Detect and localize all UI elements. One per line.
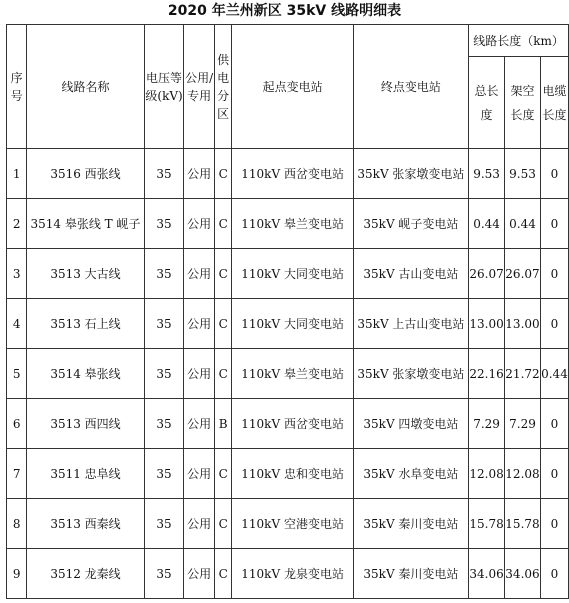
cell-end-station: 35kV 张家墩变电站: [353, 349, 468, 399]
cell-voltage: 35: [144, 249, 184, 299]
cell-voltage: 35: [144, 299, 184, 349]
cell-seq: 7: [7, 449, 27, 499]
cell-start-station: 110kV 西岔变电站: [232, 399, 353, 449]
cell-start-station: 110kV 空港变电站: [232, 499, 353, 549]
cell-overhead-length: 21.72: [505, 349, 541, 399]
cell-seq: 5: [7, 349, 27, 399]
cell-overhead-length: 0.44: [505, 199, 541, 249]
cell-end-station: 35kV 水阜变电站: [353, 449, 468, 499]
cell-voltage: 35: [144, 549, 184, 599]
cell-usage: 公用: [184, 549, 214, 599]
cell-line-name: 3514 皋张线 T 岘子: [27, 199, 144, 249]
cell-supply-zone: C: [214, 349, 232, 399]
cell-voltage: 35: [144, 499, 184, 549]
table-row: [7, 499, 569, 549]
cell-usage: 公用: [184, 349, 214, 399]
cell-total-length: 34.06: [469, 549, 505, 599]
page-title: 2020 年兰州新区 35kV 线路明细表: [167, 3, 402, 19]
cell-overhead-length: 26.07: [505, 249, 541, 299]
header-total-length: 总长度: [469, 57, 505, 149]
cell-usage: 公用: [184, 299, 214, 349]
cell-seq: 8: [7, 499, 27, 549]
cell-supply-zone: C: [214, 449, 232, 499]
cell-cable-length: 0: [540, 399, 568, 449]
cell-usage: 公用: [184, 149, 214, 199]
cell-overhead-length: 34.06: [505, 549, 541, 599]
table-row: [7, 149, 569, 199]
cell-seq: 6: [7, 399, 27, 449]
cell-seq: 2: [7, 199, 27, 249]
cell-end-station: 35kV 秦川变电站: [353, 549, 468, 599]
header-supply-zone: 供电分区: [214, 25, 232, 149]
cell-voltage: 35: [144, 399, 184, 449]
cell-cable-length: 0: [540, 199, 568, 249]
cell-end-station: 35kV 岘子变电站: [353, 199, 468, 249]
header-start-station: 起点变电站: [232, 25, 353, 149]
cell-seq: 4: [7, 299, 27, 349]
cell-start-station: 110kV 西岔变电站: [232, 149, 353, 199]
header-usage: 公用/专用: [184, 25, 214, 149]
cell-supply-zone: C: [214, 149, 232, 199]
cell-total-length: 26.07: [469, 249, 505, 299]
cell-total-length: 9.53: [469, 149, 505, 199]
cell-supply-zone: C: [214, 549, 232, 599]
header-cable-length: 电缆长度: [540, 57, 568, 149]
cell-cable-length: 0.44: [540, 349, 568, 399]
table-row: [7, 199, 569, 249]
cell-total-length: 15.78: [469, 499, 505, 549]
header-line-name: 线路名称: [27, 25, 144, 149]
cell-total-length: 7.29: [469, 399, 505, 449]
line-detail-table: [6, 24, 569, 599]
cell-end-station: 35kV 张家墩变电站: [353, 149, 468, 199]
cell-line-name: 3513 大古线: [27, 249, 144, 299]
cell-overhead-length: 7.29: [505, 399, 541, 449]
cell-cable-length: 0: [540, 449, 568, 499]
cell-line-name: 3513 西四线: [27, 399, 144, 449]
table-row: [7, 399, 569, 449]
cell-voltage: 35: [144, 149, 184, 199]
cell-seq: 9: [7, 549, 27, 599]
cell-supply-zone: C: [214, 499, 232, 549]
cell-line-name: 3513 石上线: [27, 299, 144, 349]
cell-line-name: 3516 西张线: [27, 149, 144, 199]
cell-usage: 公用: [184, 199, 214, 249]
table-row: [7, 299, 569, 349]
cell-end-station: 35kV 古山变电站: [353, 249, 468, 299]
cell-voltage: 35: [144, 349, 184, 399]
cell-start-station: 110kV 皋兰变电站: [232, 199, 353, 249]
cell-end-station: 35kV 上古山变电站: [353, 299, 468, 349]
cell-usage: 公用: [184, 499, 214, 549]
table-row: [7, 549, 569, 599]
cell-voltage: 35: [144, 449, 184, 499]
cell-usage: 公用: [184, 399, 214, 449]
cell-total-length: 22.16: [469, 349, 505, 399]
cell-overhead-length: 15.78: [505, 499, 541, 549]
cell-cable-length: 0: [540, 149, 568, 199]
cell-start-station: 110kV 大同变电站: [232, 249, 353, 299]
cell-seq: 1: [7, 149, 27, 199]
cell-start-station: 110kV 皋兰变电站: [232, 349, 353, 399]
table-row: [7, 249, 569, 299]
cell-overhead-length: 9.53: [505, 149, 541, 199]
cell-overhead-length: 13.00: [505, 299, 541, 349]
cell-supply-zone: C: [214, 249, 232, 299]
cell-line-name: 3514 皋张线: [27, 349, 144, 399]
table-row: [7, 349, 569, 399]
cell-overhead-length: 12.08: [505, 449, 541, 499]
cell-end-station: 35kV 秦川变电站: [353, 499, 468, 549]
cell-supply-zone: B: [214, 399, 232, 449]
table-row: [7, 449, 569, 499]
cell-line-name: 3511 忠阜线: [27, 449, 144, 499]
cell-cable-length: 0: [540, 549, 568, 599]
cell-voltage: 35: [144, 199, 184, 249]
cell-supply-zone: C: [214, 299, 232, 349]
cell-start-station: 110kV 忠和变电站: [232, 449, 353, 499]
cell-end-station: 35kV 四墩变电站: [353, 399, 468, 449]
header-voltage: 电压等级(kV): [144, 25, 184, 149]
cell-total-length: 13.00: [469, 299, 505, 349]
cell-cable-length: 0: [540, 499, 568, 549]
cell-line-name: 3513 西秦线: [27, 499, 144, 549]
cell-usage: 公用: [184, 449, 214, 499]
cell-total-length: 12.08: [469, 449, 505, 499]
cell-cable-length: 0: [540, 249, 568, 299]
cell-cable-length: 0: [540, 299, 568, 349]
cell-usage: 公用: [184, 249, 214, 299]
cell-line-name: 3512 龙秦线: [27, 549, 144, 599]
cell-total-length: 0.44: [469, 199, 505, 249]
header-end-station: 终点变电站: [353, 25, 468, 149]
cell-start-station: 110kV 龙泉变电站: [232, 549, 353, 599]
cell-start-station: 110kV 大同变电站: [232, 299, 353, 349]
header-seq: 序号: [7, 25, 27, 149]
header-overhead-length: 架空长度: [505, 57, 541, 149]
cell-supply-zone: C: [214, 199, 232, 249]
header-line-length: 线路长度（km）: [469, 25, 569, 57]
cell-seq: 3: [7, 249, 27, 299]
